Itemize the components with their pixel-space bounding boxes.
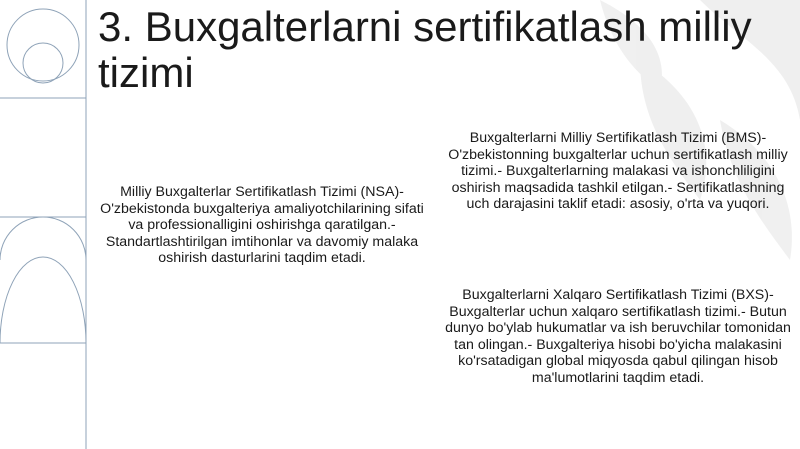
circle-large (7, 9, 79, 81)
arc-lower (0, 257, 86, 343)
slide-title: 3. Buxgalterlarni sertifikatlash milliy tizimi (98, 3, 752, 96)
circle-small (23, 43, 63, 83)
bxs-description: Buxgalterlarni Xalqaro Sertifikatlash Tizimi (BXS)- Buxgalterlar uchun xalqaro sertifikatlash tizimi.- Butun dunyo bo'ylab hukumatlar va ish beruvchilar tomonidan tan olingan.- Buxgalteriya hisobi bo'yicha malakasini ko'rsatadigan global miqyosda qabul qilingan hisob ma'lumotlarini taqdim etadi. (445, 287, 791, 386)
nsa-description: Milliy Buxgalterlar Sertifikatlash Tizimi (NSA)- O'zbekistonda buxgalteriya amaliyotchilarining sifati va professionalligini oshirishga qaratilgan.- Standartlashtirilgan imtihonlar va davomiy malaka oshirish dasturlarini taqdim etadi. (100, 184, 424, 267)
bms-description: Buxgalterlarni Milliy Sertifikatlash Tizimi (BMS)- O'zbekistonning buxgalterlar uchun sertifikatlash milliy tizimi.- Buxgalterlarning malakasi va ishonchliligini oshirish maqsadida tashkil etilgan.- Sertifikatlashning uch darajasini taklif etadi: asosiy, o'rta va yuqori. (448, 130, 788, 213)
arc-upper (0, 217, 86, 260)
